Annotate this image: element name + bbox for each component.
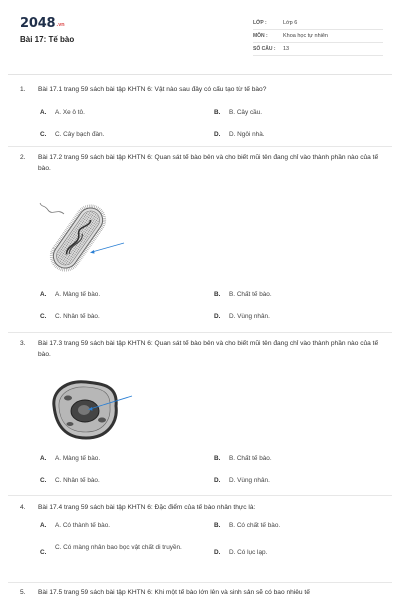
option-text: B. Chất tế bào. xyxy=(229,455,272,462)
option-letter: C. xyxy=(40,131,47,138)
divider xyxy=(8,495,392,496)
question-number: 3. xyxy=(20,340,26,347)
meta-value: 13 xyxy=(283,46,290,52)
question-4 xyxy=(20,502,382,563)
plant-cell-image xyxy=(46,376,136,444)
meta-key: LỚP : xyxy=(253,20,267,26)
meta-key: SỐ CÂU : xyxy=(253,46,276,52)
meta-row-grade xyxy=(253,17,383,30)
option-text: A. Xe ô tô. xyxy=(55,109,85,116)
worksheet-page xyxy=(8,8,392,600)
question-number: 5. xyxy=(20,589,26,596)
option-letter: B. xyxy=(214,522,221,529)
question-text xyxy=(20,84,382,95)
option-letter: B. xyxy=(214,109,221,116)
option-text: A. Màng tế bào. xyxy=(55,291,101,298)
bacterium-cell-image xyxy=(34,194,126,276)
options xyxy=(20,513,382,563)
option-text: D. Có lục lạp. xyxy=(229,549,268,556)
meta-value: Lớp 6 xyxy=(283,20,298,26)
option-text: C. Nhân tế bào. xyxy=(55,477,100,484)
option-letter: D. xyxy=(214,549,221,556)
header-divider xyxy=(8,74,392,75)
meta-value: Khoa học tự nhiên xyxy=(283,33,328,39)
meta-row-count xyxy=(253,43,383,56)
option-text: B. Chất tế bào. xyxy=(229,291,272,298)
option-text: A. Có thành tế bào. xyxy=(55,522,111,529)
meta-table xyxy=(253,17,383,56)
question-number: 2. xyxy=(20,154,26,161)
option-text: D. Vùng nhân. xyxy=(229,477,270,484)
divider xyxy=(8,146,392,147)
lesson-title: Bài 17: Tế bào xyxy=(20,35,75,44)
options xyxy=(20,454,382,490)
meta-key: MÔN : xyxy=(253,33,268,39)
question-text xyxy=(20,152,382,174)
question-body: Bài 17.4 trang 59 sách bài tập KHTN 6: Đặc điểm của tế bào nhân thực là: xyxy=(38,504,256,511)
divider xyxy=(8,582,392,583)
option-letter: A. xyxy=(40,455,47,462)
option-text: C. Cây bạch đàn. xyxy=(55,131,105,138)
option-text: D. Vùng nhân. xyxy=(229,313,270,320)
question-5 xyxy=(20,587,382,598)
question-text xyxy=(20,587,382,598)
option-letter: C. xyxy=(40,477,47,484)
question-number: 4. xyxy=(20,504,26,511)
option-letter: A. xyxy=(40,109,47,116)
question-body: Bài 17.1 trang 59 sách bài tập KHTN 6: Vật nào sau đây có cấu tạo từ tế bào? xyxy=(38,86,267,93)
logo-text: 2048 xyxy=(20,16,56,31)
question-2 xyxy=(20,152,382,174)
meta-row-subject xyxy=(253,30,383,43)
question-text xyxy=(20,338,382,360)
option-text: C. Có màng nhân bao bọc vật chất di truyền. xyxy=(55,544,182,551)
option-letter: B. xyxy=(214,455,221,462)
option-text: B. Cây cầu. xyxy=(229,109,263,116)
logo-suffix: .vn xyxy=(56,22,65,28)
option-text: D. Ngôi nhà. xyxy=(229,131,265,138)
divider xyxy=(8,332,392,333)
options xyxy=(20,95,382,139)
option-letter: B. xyxy=(214,291,221,298)
question-3-options xyxy=(20,454,382,490)
question-text xyxy=(20,502,382,513)
question-body: Bài 17.5 trang 59 sách bài tập KHTN 6: Khi một tế bào lớn lên và sinh sản sẽ có bao nhiêu tế xyxy=(38,589,310,596)
option-text: C. Nhân tế bào. xyxy=(55,313,100,320)
question-3 xyxy=(20,338,382,360)
question-body: Bài 17.3 trang 59 sách bài tập KHTN 6: Quan sát tế bào bên và cho biết mũi tên đang chỉ vào thành phần nào của tế bào. xyxy=(38,340,379,358)
option-letter: D. xyxy=(214,477,221,484)
option-letter: C. xyxy=(40,313,47,320)
question-body: Bài 17.2 trang 59 sách bài tập KHTN 6: Quan sát tế bào bên và cho biết mũi tên đang chỉ vào thành phần nào của tế bào. xyxy=(38,154,379,172)
option-letter: A. xyxy=(40,291,47,298)
question-1 xyxy=(20,84,382,139)
option-letter: C. xyxy=(40,549,47,556)
option-text: A. Màng tế bào. xyxy=(55,455,101,462)
question-2-options xyxy=(20,290,382,326)
worksheet-header xyxy=(8,8,392,72)
option-letter: D. xyxy=(214,131,221,138)
site-logo[interactable] xyxy=(20,16,65,31)
question-number: 1. xyxy=(20,86,26,93)
option-text: B. Có chất tế bào. xyxy=(229,522,281,529)
option-letter: D. xyxy=(214,313,221,320)
option-letter: A. xyxy=(40,522,47,529)
options xyxy=(20,290,382,326)
